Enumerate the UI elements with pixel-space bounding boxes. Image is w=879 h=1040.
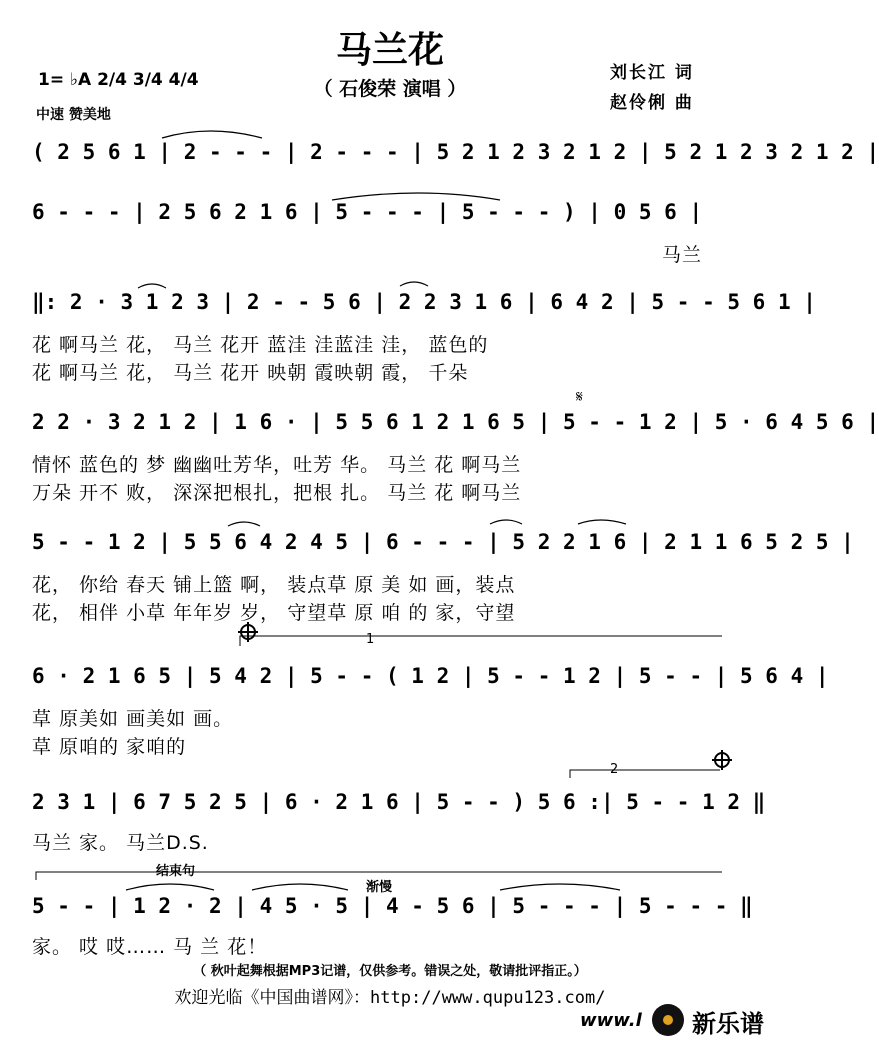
tempo-marking: 中速 赞美地: [36, 107, 111, 123]
staff-row-3-notes: ‖: 2 · 3 1 2 3 | 2 - - 5 6 | 2 2 3 1 6 | 6 4 2 | 5 - - 5 6 1 |: [32, 290, 816, 314]
ending-phrase-label: 结束句: [156, 864, 196, 879]
staff-row-1-notes: ( 2 5 6 1 | 2 - - - | 2 - - - | 5 2 1 2 3 2 1 2 | 5 2 1 2 3 2 1 2 |: [32, 140, 879, 164]
staff-row-5-lyrics-verse1: 花， 你给 春天 铺上篮 啊， 装点草 原 美 如 画，装点: [32, 574, 516, 596]
staff-row-3-lyrics-verse1: 花 啊马兰 花， 马兰 花开 蓝洼 洼蓝洼 洼， 蓝色的: [32, 334, 489, 356]
site-welcome: 欢迎光临《中国曲谱网》：http://www.qupu123.com/: [174, 988, 606, 1008]
song-title: 马兰花: [335, 30, 444, 71]
staff-row-4-notes: 2 2 · 3 2 1 2 | 1 6 · | 5 5 6 1 2 1 6 5 | 5 - - 1 2 | 5 · 6 4 5 6 |: [32, 410, 879, 434]
composer-credit: 赵伶俐 曲: [610, 93, 694, 113]
staff-row-4-lyrics-verse1: 情怀 蓝色的 梦 幽幽吐芳华，吐芳 华。 马兰 花 啊马兰: [32, 454, 522, 476]
staff-row-7-notes: 2 3 1 | 6 7 5 2 5 | 6 · 2 1 6 | 5 - - ) 5 6 :| 5 - - 1 2 ‖: [32, 790, 766, 814]
staff-row-3-lyrics-verse2: 花 啊马兰 花， 马兰 花开 映朝 霞映朝 霞， 千朵: [32, 362, 469, 384]
transcription-note: （ 秋叶起舞根据MP3记谱，仅供参考。错误之处，敬请批评指正。）: [193, 964, 587, 979]
staff-row-5-notes: 5 - - 1 2 | 5 5 6 4 2 4 5 | 6 - - - | 5 2 2 1 6 | 2 1 1 6 5 2 5 |: [32, 530, 854, 554]
volta-1-label: 1: [366, 632, 375, 647]
staff-row-2-notes: 6 - - - | 2 5 6 2 1 6 | 5 - - - | 5 - - - ) | 0 5 6 |: [32, 200, 703, 224]
staff-row-2-lyrics: 马兰: [662, 244, 703, 266]
ending-bracket: [36, 872, 722, 880]
staff-row-7-lyrics: 马兰 家。 马兰D.S.: [32, 832, 209, 854]
staff-row-6-notes: 6 · 2 1 6 5 | 5 4 2 | 5 - - ( 1 2 | 5 - - 1 2 | 5 - - | 5 6 4 |: [32, 664, 829, 688]
site-logo: 新乐谱: [692, 1010, 764, 1038]
segno-icon: 𝄋: [576, 387, 583, 406]
ritardando-label: 渐慢: [366, 880, 393, 895]
staff-row-8-lyrics: 家。 哎 哎…… 马 兰 花！: [32, 936, 268, 958]
staff-row-8-notes: 5 - - | 1 2 · 2 | 4 5 · 5 | 4 - 5 6 | 5 - - - | 5 - - - ‖: [32, 894, 753, 918]
lyricist-credit: 刘长江 词: [610, 63, 694, 83]
staff-row-6-lyrics-verse1: 草 原美如 画美如 画。: [32, 708, 234, 730]
singer-subtitle: （ 石俊荣 演唱 ）: [313, 78, 467, 100]
volta-2-label: 2: [610, 762, 619, 777]
volta-2-bracket: [570, 770, 720, 778]
record-disc-icon: [652, 1004, 684, 1036]
watermark-url: www.l: [580, 1010, 642, 1031]
coda-icon: [712, 750, 732, 770]
staff-row-4-lyrics-verse2: 万朵 开不 败， 深深把根扎，把根 扎。 马兰 花 啊马兰: [32, 482, 522, 504]
key-signature: 1= ♭A 2/4 3/4 4/4: [38, 70, 199, 90]
staff-row-5-lyrics-verse2: 花， 相伴 小草 年年岁 岁， 守望草 原 咱 的 家，守望: [32, 602, 516, 624]
coda-icon: [238, 622, 258, 642]
staff-row-6-lyrics-verse2: 草 原咱的 家咱的: [32, 736, 187, 758]
volta-1-bracket: [240, 636, 722, 646]
